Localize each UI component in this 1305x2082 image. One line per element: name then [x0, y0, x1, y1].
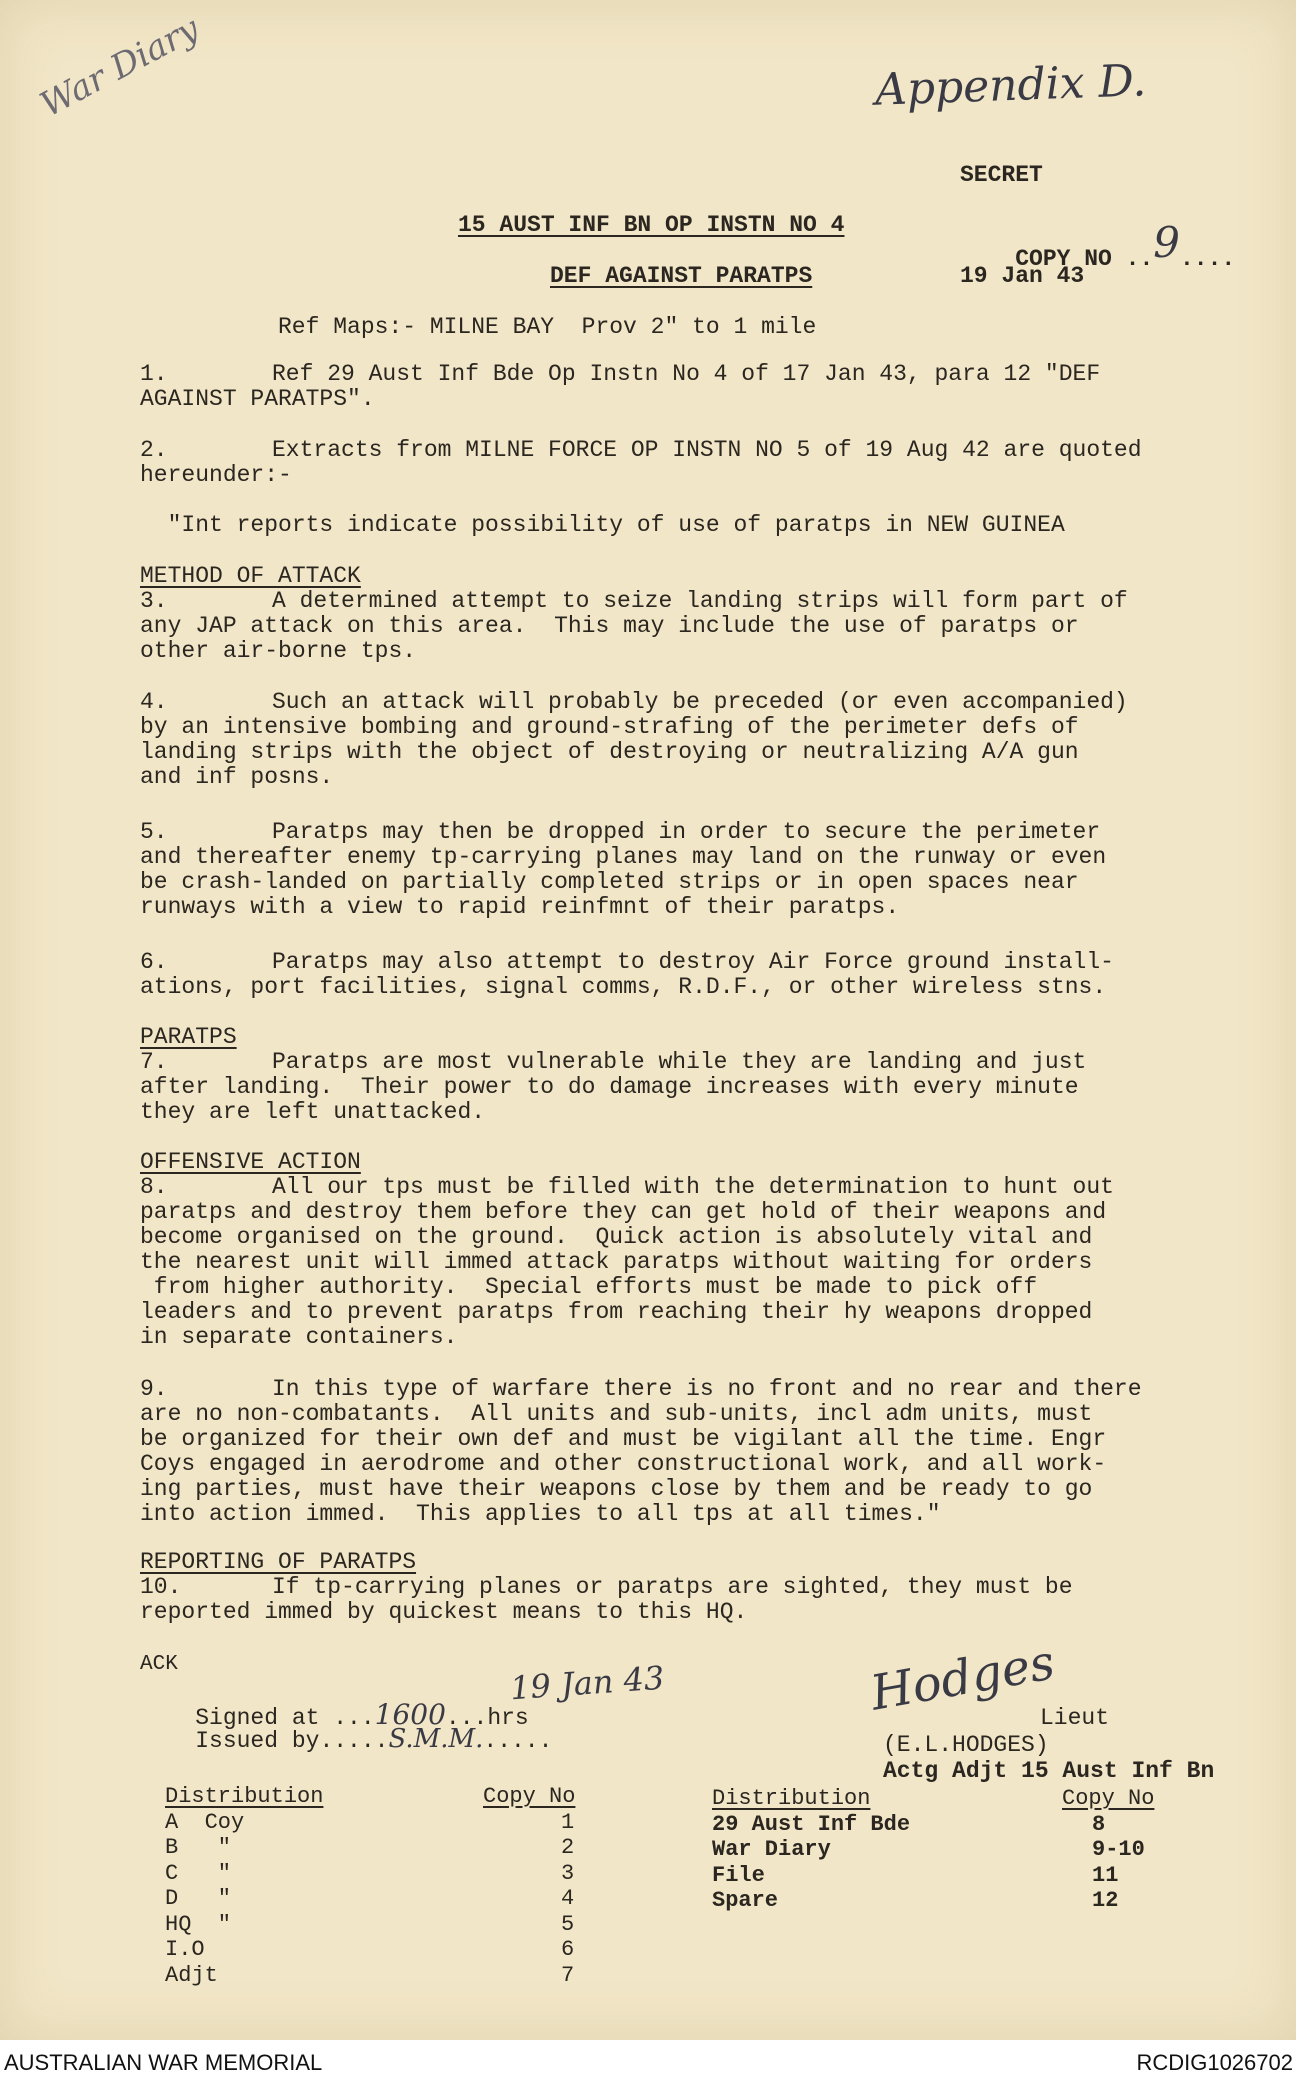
paragraph-4	[140, 690, 1240, 790]
paragraph-number: 1.	[140, 361, 168, 387]
paragraph-line: they are left unattacked.	[140, 1099, 486, 1125]
paragraph-line: other air-borne tps.	[140, 638, 417, 664]
paragraph-number: 7.	[140, 1049, 168, 1075]
distribution-unit: A Coy	[165, 1809, 245, 1835]
distribution-row	[165, 1886, 575, 1912]
issued-by-dots: .....	[483, 1728, 553, 1754]
distribution-row	[712, 1837, 1154, 1863]
section-heading-reporting-of-paratps: REPORTING OF PARATPS	[140, 1549, 417, 1575]
distribution-unit: I.O	[165, 1937, 205, 1962]
paragraph-line: the nearest unit will immed attack paratps without waiting for orders	[140, 1249, 1093, 1275]
paragraph-line: Such an attack will probably be preceded (or even accompanied)	[272, 689, 1128, 715]
classification-label: SECRET	[960, 162, 1043, 188]
paragraph-line: in separate containers.	[140, 1324, 458, 1350]
paragraph-7	[140, 1025, 1240, 1125]
copy-number-dots: ....	[1179, 246, 1236, 272]
distribution-unit: C "	[165, 1860, 232, 1886]
distribution-unit: D "	[165, 1886, 232, 1911]
paragraph-line: Paratps may also attempt to destroy Air Force ground install-	[272, 949, 1114, 975]
paragraph-line: hereunder:-	[140, 462, 292, 488]
distribution-unit: HQ "	[165, 1911, 232, 1937]
distribution-copy-number: 7	[561, 1962, 575, 1988]
copy-number-handwritten: 9	[1153, 218, 1180, 267]
paragraph-2	[140, 438, 1240, 488]
paragraph-8	[140, 1150, 1240, 1350]
distribution-copy-number: 9-10	[1092, 1837, 1145, 1862]
officer-signature: Hodges	[866, 1634, 1059, 1722]
distribution-row	[165, 1861, 575, 1887]
paragraph-1	[140, 362, 1240, 412]
paragraph-line: and inf posns.	[140, 764, 334, 790]
paragraph-number: 3.	[140, 588, 168, 614]
copy-number-label: COPY NO ..	[1015, 246, 1154, 272]
distribution-unit: Adjt	[165, 1962, 218, 1988]
paragraph-line: Paratps may then be dropped in order to secure the perimeter	[272, 819, 1101, 845]
paragraph-number: 8.	[140, 1174, 168, 1200]
section-heading-offensive-action: OFFENSIVE ACTION	[140, 1149, 361, 1175]
paragraph-line: any JAP attack on this area. This may include the use of paratps or	[140, 613, 1079, 639]
paragraph-line: In this type of warfare there is no front and no rear and there	[272, 1376, 1142, 1402]
distribution-row	[165, 1810, 575, 1836]
paragraph-line: from higher authority. Special efforts must be made to pick off	[140, 1274, 1038, 1300]
issued-by-handwritten: S.M.M.	[388, 1724, 484, 1754]
reference-maps: Ref Maps:- MILNE BAY Prov 2" to 1 mile	[278, 314, 817, 340]
paragraph-line: Ref 29 Aust Inf Bde Op Instn No 4 of 17 Jan 43, para 12 "DEF	[272, 361, 1101, 387]
handwritten-appendix-label: Appendix D.	[874, 55, 1148, 116]
distribution-copy-number: 11	[1092, 1862, 1119, 1888]
paragraph-line: "Int reports indicate possibility of use of paratps in NEW GUINEA	[140, 512, 1065, 538]
distribution-header: Distribution	[165, 1784, 324, 1809]
distribution-unit: B "	[165, 1835, 232, 1860]
issued-by-label: Issued by.....	[195, 1728, 389, 1754]
paragraph-line: by an intensive bombing and ground-strafing of the perimeter defs of	[140, 714, 1079, 740]
copy-no-header: Copy No	[1062, 1786, 1155, 1811]
paragraph-line: Paratps are most vulnerable while they are landing and just	[272, 1049, 1087, 1075]
paragraph-line: If tp-carrying planes or paratps are sighted, they must be	[272, 1574, 1073, 1600]
document-title: 15 AUST INF BN OP INSTN NO 4	[458, 212, 845, 238]
distribution-copy-number: 3	[561, 1860, 575, 1886]
distribution-copy-number: 1	[561, 1809, 575, 1835]
distribution-unit: 29 Aust Inf Bde	[712, 1811, 911, 1837]
paragraph-line: runways with a view to rapid reinfmnt of their paratps.	[140, 894, 900, 920]
paragraph-line: ing parties, must have their weapons close by them and be ready to go	[140, 1476, 1093, 1502]
distribution-table-left	[165, 1784, 575, 1988]
copy-no-header: Copy No	[483, 1784, 576, 1809]
signed-at-label: Signed at ...	[195, 1705, 375, 1731]
section-heading-paratps: PARATPS	[140, 1024, 237, 1050]
paragraph-line: AGAINST PARATPS".	[140, 386, 375, 412]
signed-time-handwritten: 1600	[374, 1698, 446, 1731]
paragraph-5	[140, 820, 1240, 920]
distribution-row	[712, 1863, 1154, 1889]
paragraph-line: All our tps must be filled with the determination to hunt out	[272, 1174, 1114, 1200]
paragraph-10	[140, 1550, 1240, 1625]
distribution-header: Distribution	[712, 1786, 871, 1811]
paragraph-line: Extracts from MILNE FORCE OP INSTN NO 5 of 19 Aug 42 are quoted	[272, 437, 1142, 463]
distribution-row	[165, 1912, 575, 1938]
distribution-unit: War Diary	[712, 1837, 831, 1862]
paragraph-6	[140, 950, 1240, 1000]
distribution-row	[165, 1937, 575, 1963]
paragraph-number: 9.	[140, 1376, 168, 1402]
distribution-row	[165, 1835, 575, 1861]
signed-date-handwritten: 19 Jan 43	[508, 1658, 666, 1708]
paragraph-line: become organised on the ground. Quick action is absolutely vital and	[140, 1224, 1093, 1250]
paragraph-9	[140, 1377, 1240, 1527]
paragraph-line: Coys engaged in aerodrome and other constructional work, and all work-	[140, 1451, 1107, 1477]
paragraph-line: into action immed. This applies to all tps at all times."	[140, 1501, 941, 1527]
paragraph-line: reported immed by quickest means to this HQ.	[140, 1599, 748, 1625]
section-heading-method-of-attack: METHOD OF ATTACK	[140, 563, 361, 589]
acknowledge-label: ACK	[140, 1653, 178, 1676]
distribution-row	[712, 1888, 1154, 1914]
paragraph-line: are no non-combatants. All units and sub-units, incl adm units, must	[140, 1401, 1093, 1427]
quote-intro	[140, 513, 1240, 538]
paragraph-number: 4.	[140, 689, 168, 715]
paragraph-number: 2.	[140, 437, 168, 463]
paragraph-line: after landing. Their power to do damage increases with every minute	[140, 1074, 1079, 1100]
paragraph-line: and thereafter enemy tp-carrying planes may land on the runway or even	[140, 844, 1107, 870]
paragraph-line: landing strips with the object of destroying or neutralizing A/A gun	[140, 739, 1079, 765]
archive-footer-left: AUSTRALIAN WAR MEMORIAL	[4, 2050, 323, 2075]
distribution-row	[165, 1963, 575, 1989]
paragraph-number: 10.	[140, 1574, 182, 1600]
distribution-copy-number: 12	[1092, 1888, 1119, 1913]
distribution-copy-number: 4	[561, 1886, 575, 1911]
handwritten-war-diary-note: War Diary	[34, 8, 206, 126]
paragraph-line: leaders and to prevent paratps from reaching their hy weapons dropped	[140, 1299, 1093, 1325]
distribution-copy-number: 5	[561, 1911, 575, 1937]
distribution-row	[712, 1812, 1154, 1838]
distribution-copy-number: 6	[561, 1937, 575, 1962]
distribution-unit: Spare	[712, 1888, 779, 1913]
issued-by-line	[140, 1702, 552, 1779]
document-date: 19 Jan 43	[960, 263, 1085, 289]
distribution-table-right	[712, 1786, 1154, 1914]
officer-appointment: Actg Adjt 15 Aust Inf Bn	[883, 1758, 1215, 1784]
officer-name: (E.L.HODGES)	[883, 1732, 1049, 1758]
officer-rank: Lieut	[1040, 1705, 1110, 1731]
paragraph-line: ations, port facilities, signal comms, R.D.F., or other wireless stns.	[140, 974, 1107, 1000]
distribution-copy-number: 8	[1092, 1811, 1106, 1837]
distribution-unit: File	[712, 1862, 765, 1888]
paragraph-3	[140, 564, 1240, 664]
document-subtitle: DEF AGAINST PARATPS	[550, 263, 813, 289]
paragraph-line: A determined attempt to seize landing strips will form part of	[272, 588, 1128, 614]
signed-hrs-label: ...hrs	[445, 1705, 529, 1731]
paragraph-line: paratps and destroy them before they can get hold of their weapons and	[140, 1199, 1107, 1225]
distribution-copy-number: 2	[561, 1835, 575, 1860]
paragraph-line: be organized for their own def and must be vigilant all the time. Engr	[140, 1426, 1107, 1452]
paragraph-number: 5.	[140, 819, 168, 845]
paragraph-line: be crash-landed on partially completed strips or in open spaces near	[140, 869, 1079, 895]
archive-footer-right: RCDIG1026702	[1136, 2050, 1293, 2075]
paragraph-number: 6.	[140, 949, 168, 975]
